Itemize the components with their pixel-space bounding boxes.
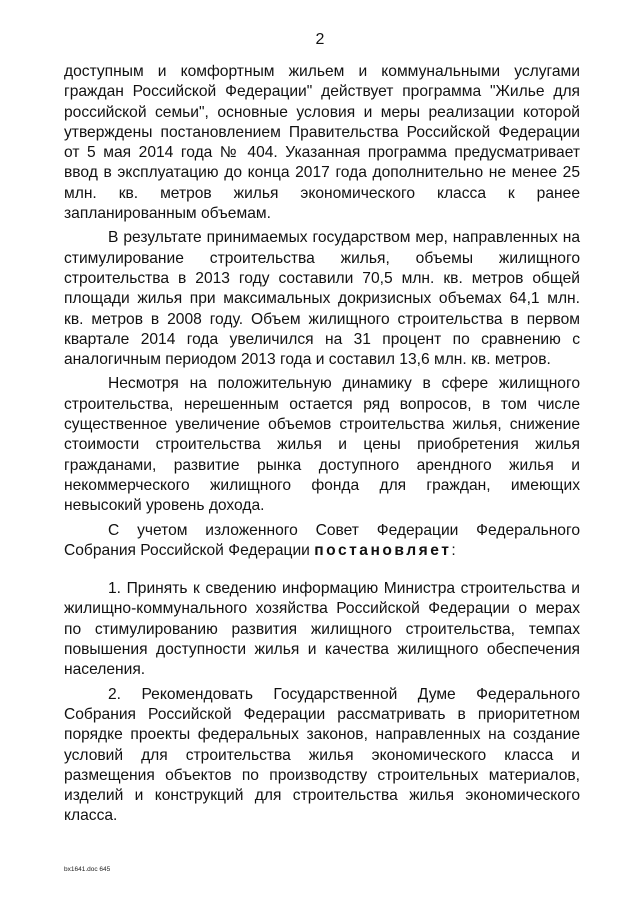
- resolution-intro: С учетом изложенного Совет Федерации Федерального Собрания Российской Федерации: [64, 521, 580, 559]
- footer-file-name: bx1641.doc 645: [64, 866, 111, 873]
- page-number: 2: [315, 31, 325, 48]
- item-1: 1. Принять к сведению информацию Министра строительства и жилищно-коммунального хозяйства Российской Федерации о мерах по стимулированию развития жилищного строительства, темпах повышения доступности жилья и качества жилищного обеспечения населения.: [64, 580, 580, 679]
- paragraph-issues: Несмотря на положительную динамику в сфере жилищного строительства, нерешенным остается ряд вопросов, в том числе существенное увеличение объемов строительства жилья, снижение стоимости строительства жилья и цены приобретения жилья гражданами, развитие рынка доступного арендного жилья и некоммерческого жилищного фонда для граждан, имеющих невысокий уровень дохода.: [64, 375, 580, 515]
- resolution-keyword: постановляет: [314, 541, 452, 559]
- paragraph-resolution: [64, 521, 580, 562]
- paragraph-results: В результате принимаемых государством мер, направленных на стимулирование строительства жилья, объемы жилищного строительства в 2013 году составили 70,5 млн. кв. метров общей площади жилья при максимальных докризисных объемах 64,1 млн. кв. метров в 2008 году. Объем жилищного строительства в первом квартале 2014 года увеличился на 31 процент по сравнению с аналогичным периодом 2013 года и составил 13,6 млн. кв. метров.: [64, 229, 580, 369]
- resolution-colon: :: [451, 541, 456, 559]
- document-body: [64, 62, 580, 831]
- item-2: 2. Рекомендовать Государственной Думе Федерального Собрания Российской Федерации рассматривать в приоритетном порядке проекты федеральных законов, направленных на создание условий для строительства жилья экономического класса и размещения объектов по производству строительных материалов, изделий и конструкций для строительства жилья экономического класса.: [64, 685, 580, 825]
- paragraph-program: доступным и комфортным жильем и коммунальными услугами граждан Российской Федерации" действует программа "Жилье для российской семьи", основные условия и меры реализации которой утверждены постановлением Правительства Российской Федерации от 5 мая 2014 года № 404. Указанная программа предусматривает ввод в эксплуатацию до конца 2017 года дополнительно не менее 25 млн. кв. метров жилья экономического класса к ранее запланированным объемам.: [64, 63, 580, 223]
